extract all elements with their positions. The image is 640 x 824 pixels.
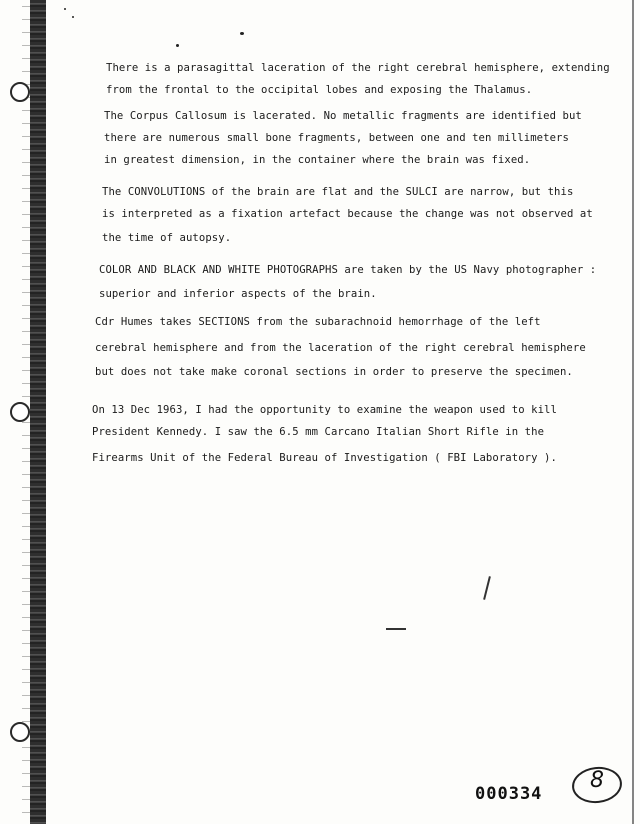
text-line: is interpreted as a fixation artefact because the change was not observed at bbox=[102, 208, 593, 220]
text-line: On 13 Dec 1963, I had the opportunity to examine the weapon used to kill bbox=[92, 404, 557, 416]
page-edge bbox=[632, 0, 634, 824]
punch-hole-icon bbox=[10, 402, 30, 422]
text-line: superior and inferior aspects of the brain. bbox=[99, 288, 377, 300]
text-line: but does not take make coronal sections in order to preserve the specimen. bbox=[95, 366, 573, 378]
text-line: Firearms Unit of the Federal Bureau of Investigation ( FBI Laboratory ). bbox=[92, 452, 557, 464]
document-number: 000334 bbox=[475, 784, 543, 804]
text-line: President Kennedy. I saw the 6.5 mm Carcano Italian Short Rifle in the bbox=[92, 426, 545, 438]
scan-speck bbox=[72, 16, 74, 18]
scan-speck bbox=[64, 8, 66, 10]
text-line: the time of autopsy. bbox=[102, 232, 232, 244]
text-line: cerebral hemisphere and from the laceration of the right cerebral hemisphere bbox=[95, 342, 586, 354]
stray-pen-mark bbox=[483, 576, 491, 600]
text-line: COLOR AND BLACK AND WHITE PHOTOGRAPHS are taken by the US Navy photographer : bbox=[99, 264, 597, 276]
text-line: The Corpus Callosum is lacerated. No metallic fragments are identified but bbox=[104, 110, 582, 122]
text-line: there are numerous small bone fragments, between one and ten millimeters bbox=[104, 132, 569, 144]
text-line: The CONVOLUTIONS of the brain are flat and the SULCI are narrow, but this bbox=[102, 186, 574, 198]
text-line: in greatest dimension, in the container where the brain was fixed. bbox=[104, 154, 531, 166]
scan-speck bbox=[240, 32, 244, 35]
binding-strip bbox=[30, 0, 46, 824]
text-line: Cdr Humes takes SECTIONS from the subarachnoid hemorrhage of the left bbox=[95, 316, 541, 328]
text-line: There is a parasagittal laceration of the right cerebral hemisphere, extending bbox=[106, 62, 610, 74]
punch-hole-icon bbox=[10, 82, 30, 102]
page-number: 8 bbox=[590, 768, 604, 793]
scan-speck bbox=[176, 44, 179, 47]
stray-pen-mark bbox=[386, 628, 406, 630]
punch-hole-icon bbox=[10, 722, 30, 742]
text-line: from the frontal to the occipital lobes and exposing the Thalamus. bbox=[106, 84, 533, 96]
